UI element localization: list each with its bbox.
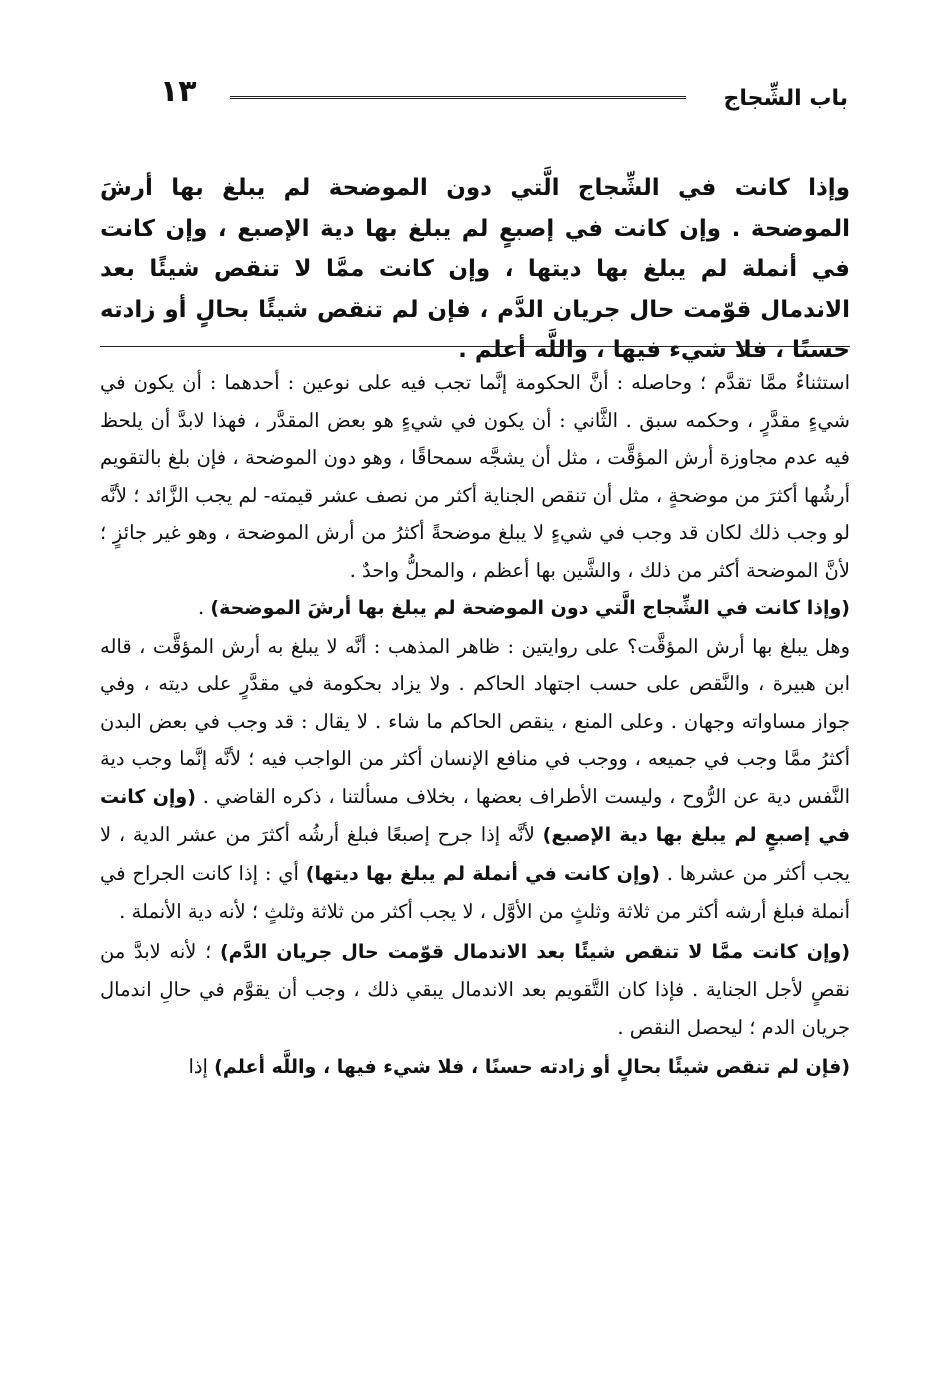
commentary-paragraph [100,589,850,628]
commentary-paragraph [100,628,850,931]
chapter-title: باب الشِّجاج [723,86,848,111]
page-number: ١٣ [160,74,197,109]
commentary-text: لأنَّه إذا جرح إصبعًا فبلغ أرشُه أكثرَ من عشر الدية ، لا يجب أكثر من عشرها . [100,823,850,885]
quoted-main-text: (فإن لم تنقص شيئًا بحالٍ أو زادته حسنًا ، فلا شيء فيها ، واللَّه أعلم) [214,1056,850,1078]
commentary-paragraph [100,364,850,589]
footnote-divider [100,346,850,347]
page-header [0,70,950,120]
commentary-text: وهل يبلغ بها أرش المؤقَّت؟ على روايتين : ظاهر المذهب : أنَّه لا يبلغ به أرش المؤقَّت ، قاله ابن هبيرة ، والنَّقص على حسب اجتهاد الحاكم . ولا يزاد بحكومة في مقدَّرٍ على ديته ، وفي جواز مساواته وجهان . وعلى المنع ، ينقص الحاكم ما شاء . لا يقال : قد وجب في بعض البدن أكثرُ ممَّا وجب في جميعه ، ووجب في منافع الإنسان أكثر من الواجب فيه ؛ لأنَّه إنَّما وجب دية النَّفس دية عن الرُّوح ، وليست الأطراف بعضها ، بخلاف مسألتنا ، ذكره القاضي . [100,634,850,808]
commentary-text: إذا [188,1055,215,1078]
quoted-main-text: (وإن كانت في إصبعٍ لم يبلغ بها دية الإصبع) [100,785,851,846]
header-rule [230,96,686,99]
commentary-text: ؛ لأنه لابدَّ من نقصٍ لأجل الجناية . فإذا كان التَّقويم بعد الاندمال يبقي ذلك ، وجب أن يقوَّم في حالِ اندمال جريان الدم ؛ ليحصل النقص . [100,939,850,1039]
commentary [100,364,850,1087]
quoted-main-text: (وإذا كانت في الشِّجاج الَّتي دون الموضحة لم يبلغ بها أرشَ الموضحة) [210,597,850,619]
commentary-paragraph [100,933,850,1047]
quoted-main-text: (وإن كانت ممَّا لا تنقص شيئًا بعد الاندمال قوّمت حال جريان الدَّم) [219,940,850,963]
quoted-main-text: (وإن كانت في أنملة لم يبلغ بها ديتها) [305,862,660,885]
commentary-text: استثناءٌ ممَّا تقدَّم ؛ وحاصله : أنَّ الحكومة إنَّما تجب فيه على نوعين : أحدهما : أن يكون في شيءٍ مقدَّرٍ ، وحكمه سبق . الثَّاني : أن يكون في شيءٍ هو بعض المقدَّر ، فهذا لابدَّ أن يلحظ فيه عدم مجاوزة أرش المؤقَّت ، مثل أن يشجَّه سمحاقًا ، وهو دون الموضحة ، فإن بلغ بالتقويم أرشُها أكثرَ من موضحةٍ ، مثل أن تنقص الجناية أكثر من نصف عشر قيمته- لم يجب الزَّائد ؛ لأنَّه لو وجب ذلك لكان قد وجب في شيءٍ لا يبلغ موضحةً أكثرُ من أرش الموضحة ، وهو غير جائزٍ ؛ لأنَّ الموضحة أكثر من ذلك ، والشَّين بها أعظم ، والمحلُّ واحدٌ . [100,371,850,582]
commentary-text: . [197,596,211,619]
commentary-paragraph [100,1048,850,1087]
commentary-text: أي : إذا كانت الجراح في أنملة فبلغ أرشه أكثر من ثلاثة وثلثٍ من الأوَّل ، لا يجب أكثر من ثلاثة وثلثٍ ؛ لأنه دية الأنملة . [100,861,850,923]
main-text [100,168,850,371]
main-text-paragraph: وإذا كانت في الشِّجاج الَّتي دون الموضحة لم يبلغ بها أرشَ الموضحة . وإن كانت في إصبعٍ لم يبلغ بها دية الإصبع ، وإن كانت في أنملة لم يبلغ بها ديتها ، وإن كانت ممَّا لا تنقص شيئًا بعد الاندمال قوّمت حال جريان الدَّم ، فإن لم تنقص شيئًا بحالٍ أو زادته حسنًا ، فلا شيء فيها ، واللَّه أعلم . [100,175,850,363]
